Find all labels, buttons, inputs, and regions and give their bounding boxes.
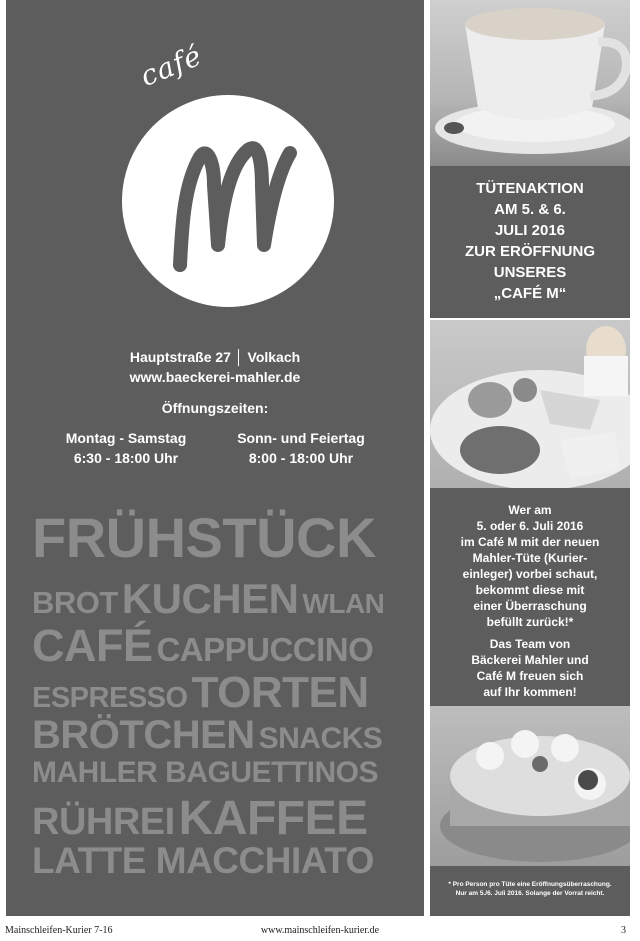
cloud-word: MAHLER: [32, 756, 158, 789]
coffee-cup-photo: [430, 0, 630, 166]
word-cloud-row: [32, 505, 376, 570]
left-panel: [6, 0, 424, 916]
info-text: [430, 502, 630, 700]
info-line: im Café M mit der neuen: [460, 535, 600, 549]
weekday-label: Montag - Samstag: [65, 430, 187, 446]
cloud-word: RÜHREI: [32, 801, 175, 843]
cloud-word: BRÖTCHEN: [32, 713, 255, 757]
website-link[interactable]: www.baeckerei-mahler.de: [129, 369, 301, 385]
team-line: Café M freuen sich: [476, 669, 584, 683]
footnote-line: Nur am 5./6. Juli 2016. Solange der Vorrat reicht.: [455, 890, 605, 897]
info-line: 5. oder 6. Juli 2016: [476, 519, 584, 533]
address-line: [6, 347, 424, 367]
info-line: bekommt diese mit: [475, 583, 585, 597]
breakfast-photo: [430, 320, 630, 488]
promo-line: UNSERES: [493, 264, 567, 281]
promo-headline: [430, 178, 630, 304]
info-line: einleger) vorbei schaut,: [462, 567, 598, 581]
info-line: Wer am: [508, 503, 552, 517]
footnote-panel: [430, 866, 630, 916]
holiday-label: Sonn- und Feiertag: [237, 430, 365, 446]
promo-line: ZUR ERÖFFNUNG: [465, 243, 595, 260]
word-cloud-row: [32, 756, 378, 790]
right-column: [430, 0, 630, 916]
cloud-word: TORTEN: [191, 668, 369, 717]
promo-panel: [430, 166, 630, 318]
footer-website[interactable]: www.mainschleifen-kurier.de: [260, 925, 380, 936]
address-divider: │: [234, 349, 244, 365]
cake-photo: [430, 706, 630, 866]
footnote-text: [430, 880, 630, 898]
cloud-word: SNACKS: [258, 722, 383, 755]
promo-line: AM 5. & 6.: [494, 201, 566, 218]
word-cloud-row: [32, 791, 368, 846]
advertisement: [6, 0, 625, 916]
team-line: Das Team von: [489, 637, 571, 651]
cloud-word: CAPPUCCINO: [156, 631, 374, 668]
footnote-line: * Pro Person pro Tüte eine Eröffnungsüberraschung.: [448, 881, 612, 888]
word-cloud-row: [32, 840, 374, 882]
cloud-word: KUCHEN: [121, 575, 299, 622]
team-line: auf Ihr kommen!: [483, 685, 577, 699]
opening-hours-title: Öffnungszeiten:: [161, 400, 269, 416]
cloud-word: BROT: [32, 585, 118, 620]
team-line: Bäckerei Mahler und: [471, 653, 589, 667]
coffee-cup-icon: [430, 0, 630, 166]
cloud-word: BAGUETTINOS: [165, 756, 379, 789]
info-line: befüllt zurück!*: [486, 615, 574, 629]
cloud-word: KAFFEE: [178, 792, 368, 845]
cloud-word: FRÜHSTÜCK: [32, 506, 376, 569]
promo-line: JULI 2016: [494, 222, 566, 239]
promo-line: „CAFÉ M“: [493, 285, 567, 302]
word-cloud-row: [32, 713, 382, 758]
word-cloud-row: [32, 668, 369, 718]
cake-icon: [430, 706, 630, 866]
cloud-word: CAFÉ: [32, 620, 153, 671]
street: Hauptstraße 27: [129, 349, 231, 365]
weekday-time: 6:30 - 18:00 Uhr: [73, 450, 179, 466]
logo-m-icon: [122, 95, 334, 307]
promo-line: TÜTENAKTION: [476, 180, 584, 197]
city: Volkach: [247, 349, 301, 365]
info-line: einer Überraschung: [473, 599, 587, 613]
page-number: 3: [621, 925, 626, 936]
weekday-hours: [46, 428, 206, 468]
cloud-word: MACCHIATO: [155, 840, 374, 881]
logo-cafe-text: café: [135, 38, 207, 93]
info-line: Mahler-Tüte (Kurier-: [472, 551, 588, 565]
breakfast-plate-icon: [430, 320, 630, 488]
footer-publication: Mainschleifen-Kurier 7-16: [5, 925, 113, 936]
cloud-word: ESPRESSO: [32, 682, 188, 714]
cloud-word: WLAN: [302, 588, 385, 619]
word-cloud-row: [32, 575, 384, 623]
info-panel: [430, 488, 630, 706]
word-cloud-row: [32, 620, 373, 672]
holiday-time: 8:00 - 18:00 Uhr: [248, 450, 354, 466]
cloud-word: LATTE: [32, 840, 146, 881]
holiday-hours: [216, 428, 386, 468]
